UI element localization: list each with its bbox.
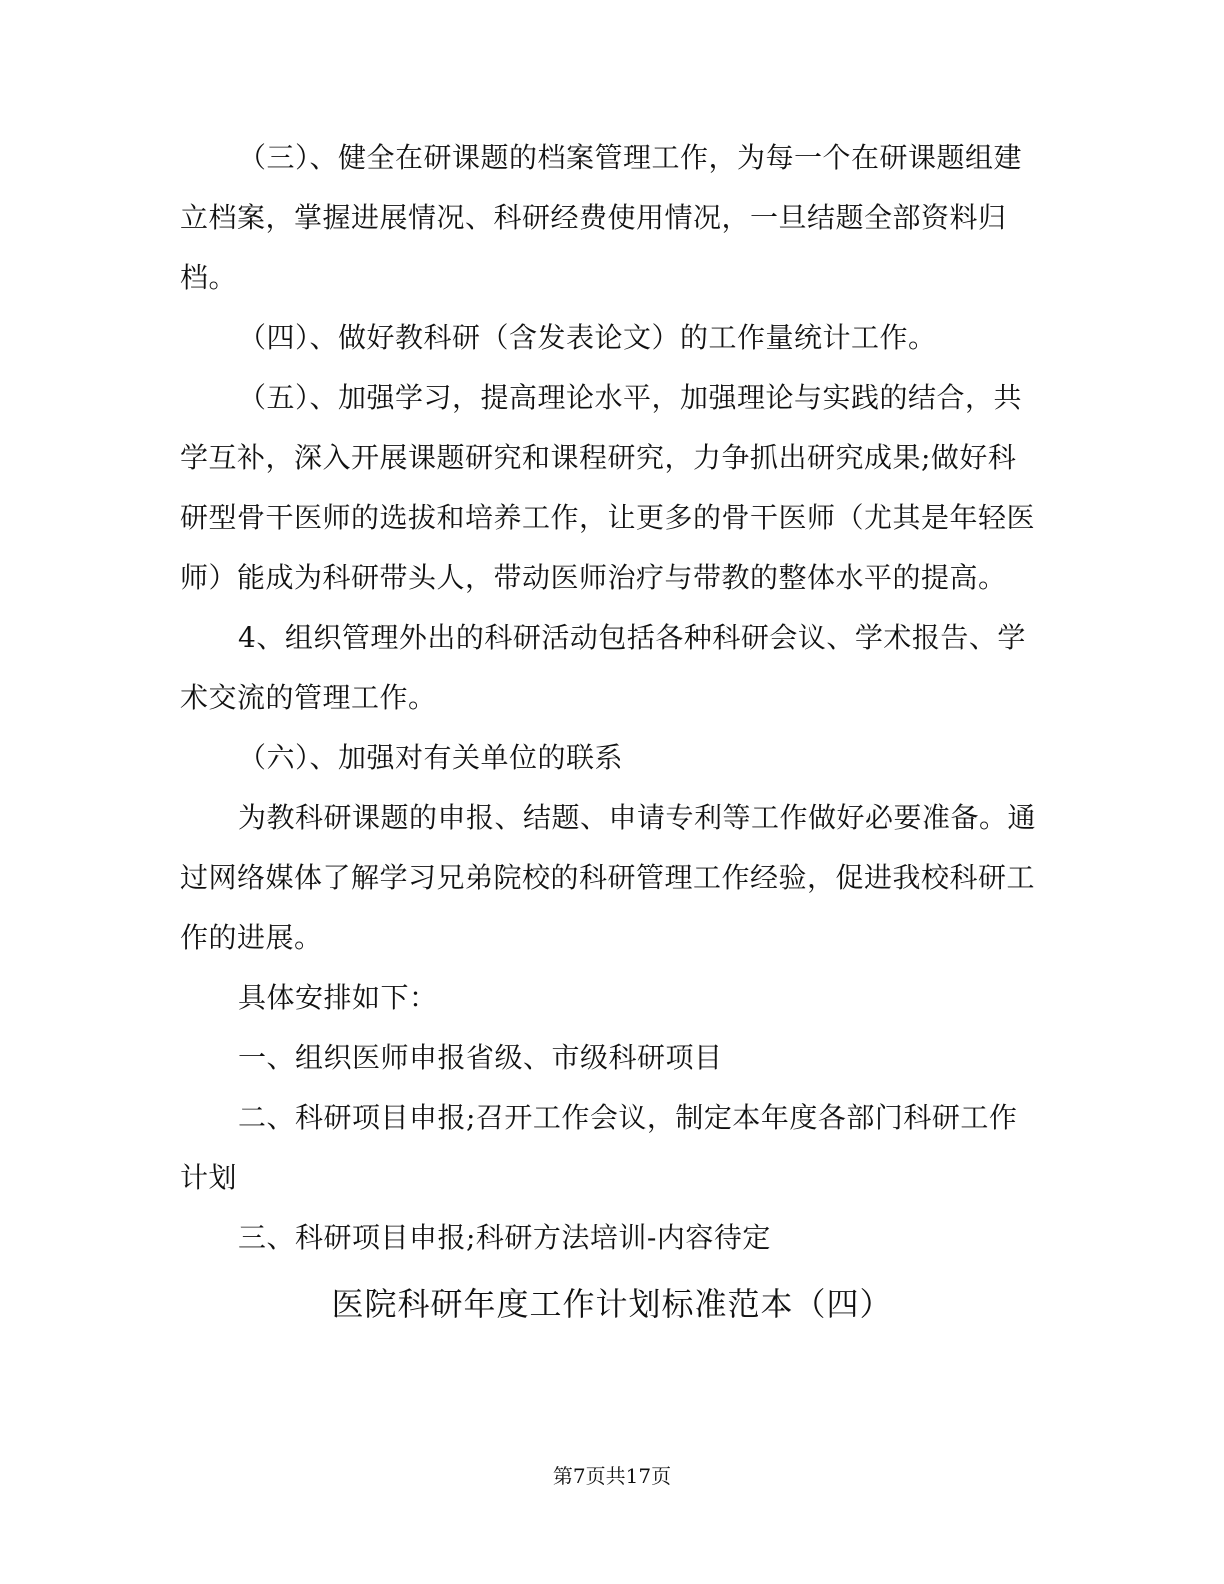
paragraph-strengthen-learning: （五）、加强学习，提高理论水平，加强理论与实践的结合，共学互补，深入开展课题研究和课程研究，力争抓出研究成果;做好科研型骨干医师的选拔和培养工作，让更多的骨干医师（尤其是年轻医师）能成为科研带头人，带动医师治疗与带教的整体水平的提高。 bbox=[180, 381, 1036, 594]
schedule-item-2: 二、科研项目申报;召开工作会议，制定本年度各部门科研工作计划 bbox=[180, 1101, 1018, 1194]
paragraph-workload-statistics: （四）、做好教科研（含发表论文）的工作量统计工作。 bbox=[238, 321, 937, 354]
body-text bbox=[180, 128, 1040, 1268]
schedule-item-1: 一、组织医师申报省级、市级科研项目 bbox=[238, 1041, 723, 1074]
paragraph-schedule-intro: 具体安排如下： bbox=[238, 981, 438, 1014]
paragraph-unit-contact-heading: （六）、加强对有关单位的联系 bbox=[238, 741, 624, 774]
schedule-item-3: 三、科研项目申报;科研方法培训-内容待定 bbox=[238, 1221, 771, 1254]
section-title: 医院科研年度工作计划标准范本（四） bbox=[331, 1285, 893, 1323]
paragraph-preparation: 为教科研课题的申报、结题、申请专利等工作做好必要准备。通过网络媒体了解学习兄弟院校的科研管理工作经验，促进我校科研工作的进展。 bbox=[180, 801, 1037, 954]
page-footer: 第7页共17页 bbox=[552, 1464, 672, 1488]
paragraph-archive-management: （三）、健全在研课题的档案管理工作，为每一个在研课题组建立档案，掌握进展情况、科研经费使用情况，一旦结题全部资料归档。 bbox=[180, 141, 1023, 294]
paragraph-external-activities: 4、组织管理外出的科研活动包括各种科研会议、学术报告、学术交流的管理工作。 bbox=[180, 621, 1026, 714]
